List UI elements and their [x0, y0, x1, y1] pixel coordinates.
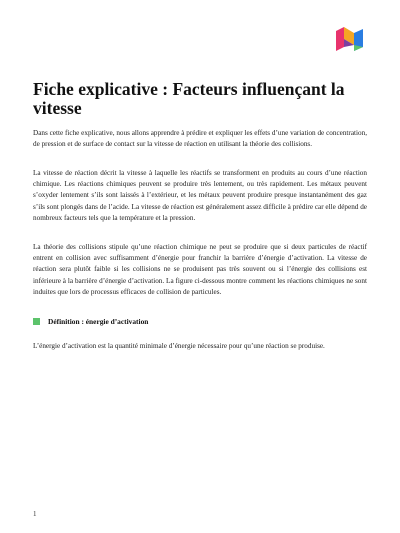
definition-label: Définition : énergie d’activation — [48, 317, 149, 326]
intro-paragraph: Dans cette fiche explicative, nous allons apprendre à prédire et expliquer les effets d’une variation de concentration, de pression et de surface de contact sur la vitesse de réaction en utilisant la théorie des collisions. — [33, 129, 367, 149]
nagwa-logo-icon — [334, 25, 365, 52]
reaction-rate-paragraph: La vitesse de réaction décrit la vitesse à laquelle les réactifs se transforment en produits au cours d’une réaction chimique. Les réactions chimiques peuvent se produire très lentement, ou très rapidement. Les métaux peuvent s’oxyder lentement s’ils sont laissés à l’extérieur, et les métaux peuvent produire presque instantanément des gaz s’ils sont plongés dans de l’acide. La vitesse de réaction est généralement assez difficile à prédire car elle dépend de nombreux facteurs tels que la température et la pression. — [33, 169, 367, 222]
page-title: Fiche explicative : Facteurs influençant la vitesse — [33, 79, 345, 118]
page-number: 1 — [33, 510, 37, 518]
collision-theory-paragraph: La théorie des collisions stipule qu’une réaction chimique ne peut se produire que si deux particules de réactif entrent en collision avec suffisamment d’énergie pour franchir la barrière d’énergie d’activation. La vitesse de réaction sera plutôt faible si les collisions ne se produisent pas très souvent ou si l’énergie des collisions est inférieure à la barrière d’énergie d’activation. La figure ci-dessous montre comment les réactions chimiques ne sont induites que lors de processus efficaces de collision de particules. — [33, 243, 367, 296]
definition-paragraph: L’énergie d’activation est la quantité minimale d’énergie nécessaire pour qu’une réaction se produise. — [33, 342, 325, 350]
definition-marker-icon — [33, 318, 40, 325]
definition-heading — [33, 317, 148, 326]
